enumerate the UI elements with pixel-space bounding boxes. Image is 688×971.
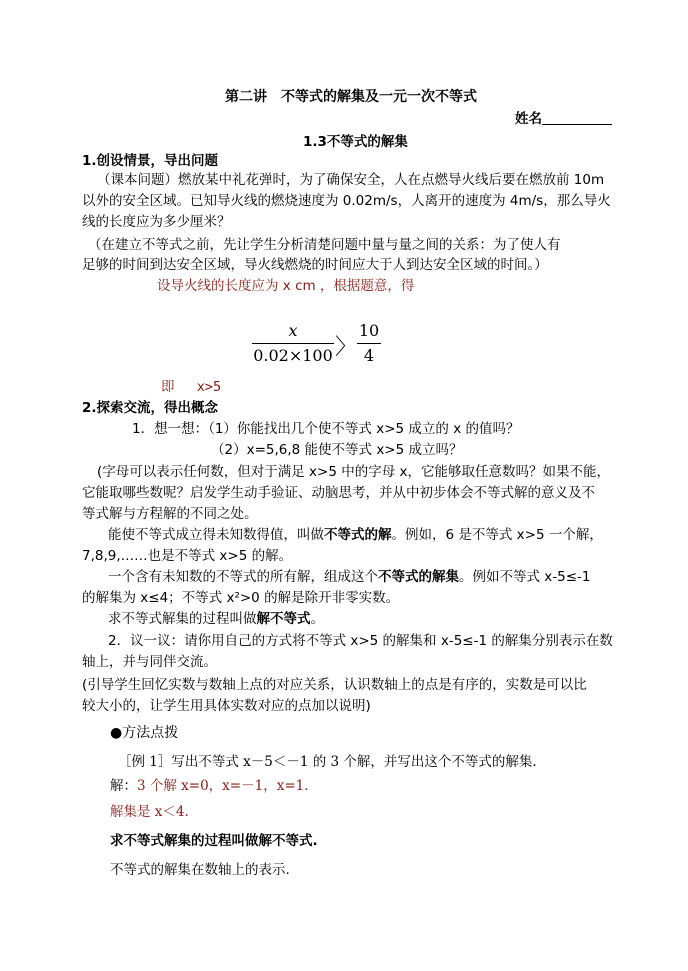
sec2-question-1: 1．想一想：（1）你能找出几个使不等式 x>5 成立的 x 的值吗？ xyxy=(132,421,520,437)
sec2-paragraph-5-line-2: 轴上，并与同伴交流。 xyxy=(82,654,217,670)
name-field xyxy=(515,110,612,128)
fraction-right-denominator: 4 xyxy=(363,346,375,365)
section-2-heading: 2.探索交流，得出概念 xyxy=(82,400,219,416)
definition-bold-line: 求不等式解集的过程叫做解不等式. xyxy=(110,833,318,849)
sec2-paragraph-1-line-2: 它能取哪些数呢？启发学生动手验证、动脑思考，并从中初步体会不等式解的意义及不 xyxy=(82,485,595,501)
term-inequality-solution: 不等式的解 xyxy=(324,527,392,543)
section-1-heading: 1.创设情景，导出问题 xyxy=(82,153,219,169)
greater-than-sign: 〉 xyxy=(335,335,358,360)
sec1-setup-line: 设导火线的长度应为 x cm ，根据题意，得 xyxy=(157,278,415,294)
example-1: ［例 1］写出不等式 x－5＜－1 的 3 个解，并写出这个不等式的解集. xyxy=(118,754,537,770)
sec1-result-line xyxy=(161,378,221,396)
sec2-paragraph-1-line-1: (字母可以表示任何数，但对于满足 x>5 中的字母 x，它能够取任意数吗？如果不能， xyxy=(97,464,611,480)
section-title: 1.3不等式的解集 xyxy=(303,134,408,150)
sec2-paragraph-6-line-2: 较大小的，让学生用具体实数对应的点加以说明) xyxy=(82,698,371,714)
sec2-paragraph-5-line-1: 2．议一议：请你用自己的方式将不等式 x>5 的解集和 x-5≤-1 的解集分别表示在数 xyxy=(108,633,613,649)
sec1-paragraph-1-line-3: 线的长度应为多少厘米？ xyxy=(82,214,231,230)
fraction-left-numerator: x xyxy=(288,321,298,340)
fraction-right xyxy=(357,321,381,366)
method-heading: ●方法点拨 xyxy=(110,725,179,741)
sec1-paragraph-2-line-1: （在建立不等式之前，先让学生分析清楚问题中量与量之间的关系：为了使人有 xyxy=(88,237,561,253)
solution-set-line: 解集是 x＜4. xyxy=(110,804,189,820)
document-title: 第二讲 不等式的解集及一元一次不等式 xyxy=(225,89,477,105)
sec2-paragraph-3-line-1: 一个含有未知数的不等式的所有解，组成这个不等式的解集。例如不等式 x-5≤-1 xyxy=(108,569,591,585)
name-blank-line xyxy=(542,110,612,125)
sec2-paragraph-2-line-1: 能使不等式成立得未知数得值，叫做不等式的解。例如，6 是不等式 x>5 一个解， xyxy=(108,527,603,543)
sec1-paragraph-1-line-2: 以外的安全区域。已知导火线的燃烧速度为 0.02m/s，人离开的速度为 4m/s，那么导火 xyxy=(82,193,611,209)
solution-label: 解： xyxy=(110,778,137,794)
fraction-left-bar xyxy=(252,343,334,344)
fraction-left-denominator: 0.02×100 xyxy=(253,346,333,365)
solution-value: 3 个解 x=0，x=－1，x=1. xyxy=(137,778,309,794)
solution-line xyxy=(110,777,309,795)
sec2-question-2: （2）x=5,6,8 能使不等式 x>5 成立吗？ xyxy=(211,442,463,458)
number-line-representation-line: 不等式的解集在数轴上的表示. xyxy=(110,862,290,878)
term-solution-set: 不等式的解集 xyxy=(378,569,459,585)
fraction-right-numerator: 10 xyxy=(358,321,380,340)
sec2-paragraph-4: 求不等式解集的过程叫做解不等式。 xyxy=(108,611,324,627)
fraction-right-bar xyxy=(357,343,381,344)
sec2-paragraph-1-line-3: 等式解与方程解的不同之处。 xyxy=(82,506,258,522)
name-label: 姓名 xyxy=(515,111,542,127)
term-solve-inequality: 解不等式 xyxy=(256,611,311,627)
result-value: x>5 xyxy=(196,379,222,395)
sec1-paragraph-2-line-2: 足够的时间到达安全区域，导火线燃烧的时间应大于人到达安全区域的时间。） xyxy=(82,257,548,273)
sec2-paragraph-2-line-2: 7,8,9,……也是不等式 x>5 的解。 xyxy=(82,548,293,564)
result-label: 即 xyxy=(161,379,175,395)
sec2-paragraph-3-line-2: 的解集为 x≤4；不等式 x²>0 的解是除开非零实数。 xyxy=(82,590,400,606)
sec1-paragraph-1-line-1: （课本问题）燃放某中礼花弹时，为了确保安全，人在点燃导火线后要在燃放前 10m xyxy=(97,172,605,188)
fraction-left xyxy=(252,321,334,366)
sec2-paragraph-6-line-1: (引导学生回忆实数与数轴上点的对应关系，认识数轴上的点是有序的，实数是可以比 xyxy=(82,677,587,693)
